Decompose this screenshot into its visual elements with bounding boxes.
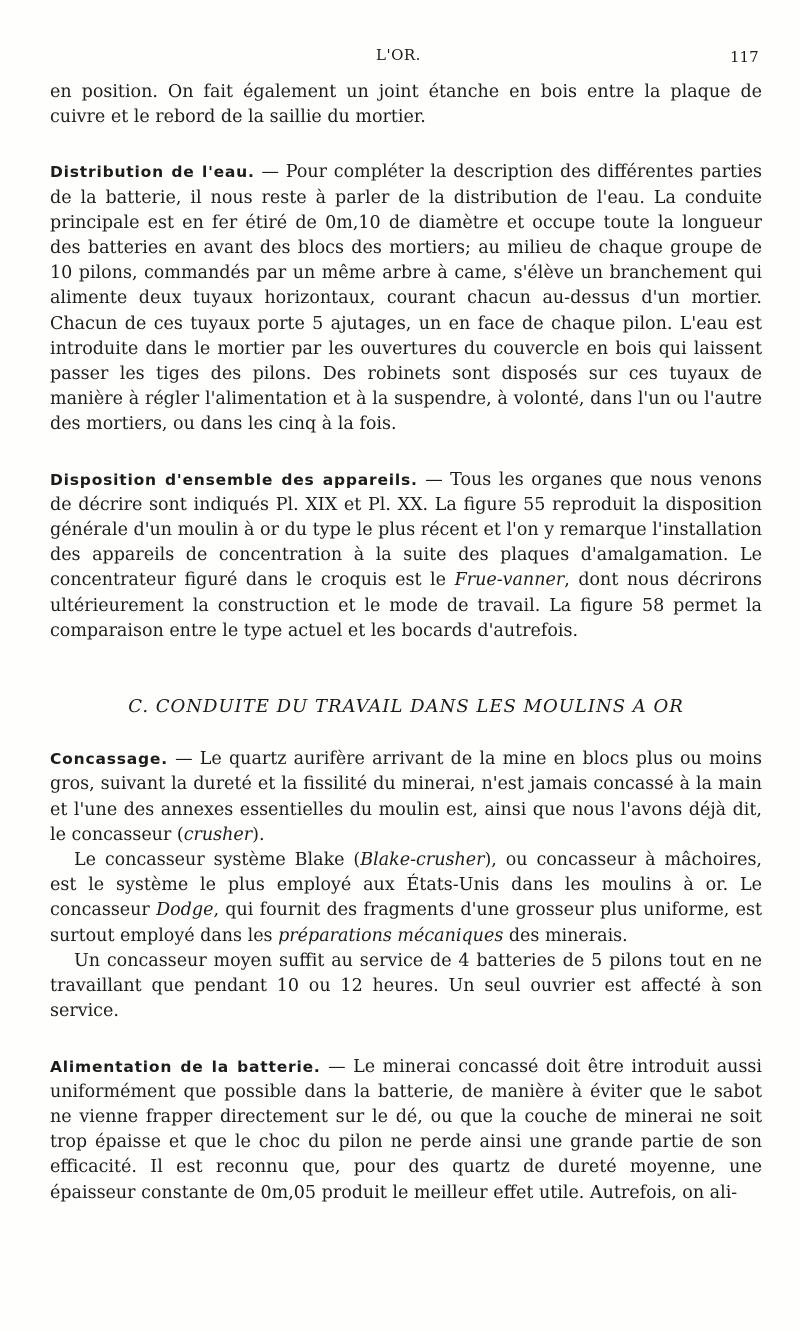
paragraph-continuation [50, 80, 762, 130]
paragraph-text: , dont nous décrirons ultérieurement la construction et le mode de travail. La figure 58 permet la comparaison entre le type actuel et les bocards d'autrefois. [50, 570, 763, 641]
rubric-heading: Disposition d'ensemble des appareils. [50, 470, 418, 489]
italic-term: préparations mécaniques [278, 925, 504, 946]
paragraph-text: , qui fournit des fragments d'une grosseur plus uniforme, est surtout employé dans les [50, 900, 763, 946]
rubric-heading: Distribution de l'eau. [50, 163, 255, 182]
italic-term: Frue-vanner [454, 570, 565, 591]
paragraph-text: — Le quartz aurifère arrivant de la mine en blocs plus ou moins gros, suivant la dureté et la fissilité du minerai, n'est jamais concassé à la main et l'une des annexes essentielles du moulin est, ainsi que nous l'avons déjà dit, le concasseur ( [50, 749, 762, 845]
paragraph-distribution-eau [50, 160, 762, 437]
running-head [0, 46, 800, 70]
paragraph-text: Le concasseur système Blake ( [74, 850, 361, 871]
italic-term: Blake-crusher [360, 850, 485, 871]
paragraph-text: — Tous les organes que nous venons de décrire sont indiqués Pl. XIX et Pl. XX. La figure 55 reproduit la disposition générale d'un moulin à or du type le plus récent et l'on y remarque l'installation des appareils de concentration à la suite des plaques d'amalgamation. Le concentrateur figuré dans le croquis est le [50, 469, 762, 591]
italic-term: crusher [183, 824, 253, 845]
paragraph-text: — Le minerai concassé doit être introduit aussi uniformément que possible dans la batterie, de manière à éviter que le sabot ne vienne frapper directement sur le dé, ou que la couche de minerai ne soit trop épaisse et que le choc du pilon ne perde ainsi une grande partie de son efficacité. Il est reconnu que, pour des quartz de dureté moyenne, une épaisseur constante de 0m,05 produit le meilleur effet utile. Autrefois, on ali- [50, 1056, 763, 1203]
paragraph-text: en position. On fait également un joint étanche en bois entre la plaque de cuivre et le rebord de la saillie du mortier. [50, 82, 762, 128]
running-title: L'OR. [376, 46, 421, 64]
page-number: 117 [730, 48, 759, 66]
italic-term: Dodge [156, 900, 214, 921]
paragraph-concassage [50, 747, 762, 848]
paragraph-blake [50, 848, 762, 949]
paragraph-disposition-ensemble [50, 468, 762, 644]
paragraph-text: Un concasseur moyen suffit au service de 4 batteries de 5 pilons tout en ne travaillant que pendant 10 ou 12 heures. Un seul ouvrier est affecté à son service. [50, 950, 762, 1022]
paragraph-text: ), ou concasseur à mâchoires, est le système le plus employé aux États-Unis dans les moulins à or. Le concasseur [50, 850, 762, 921]
section-title: C. CONDUITE DU TRAVAIL DANS LES MOULINS A OR [128, 696, 684, 718]
rubric-heading: Alimentation de la batterie. [50, 1057, 321, 1076]
body-text [50, 80, 762, 1206]
paragraph-concasseur-moyen [50, 949, 762, 1025]
paragraph-text: des minerais. [503, 925, 628, 946]
paragraph-alimentation [50, 1055, 762, 1206]
paragraph-text: ). [252, 824, 265, 845]
paragraph-text: — Pour compléter la description des différentes parties de la batterie, il nous reste à parler de la distribution de l'eau. La conduite principale est en fer étiré de 0m,10 de diamètre et occupe toute la longueur des batteries en avant des blocs des mortiers; au milieu de chaque groupe de 10 pilons, commandés par un même arbre à came, s'élève un branchement qui alimente deux tuyaux horizontaux, courant chacun au-dessus d'un mortier. Chacun de ces tuyaux porte 5 ajutages, un en face de chaque pilon. L'eau est introduite dans le mortier par les ouvertures du couvercle en bois qui laissent passer les tiges des pilons. Des robinets sont disposés sur ces tuyaux de manière à régler l'alimentation et à la suspendre, à volonté, dans l'un ou l'autre des mortiers, ou dans les cinq à la fois. [50, 162, 763, 435]
rubric-heading: Concassage. [50, 750, 168, 769]
